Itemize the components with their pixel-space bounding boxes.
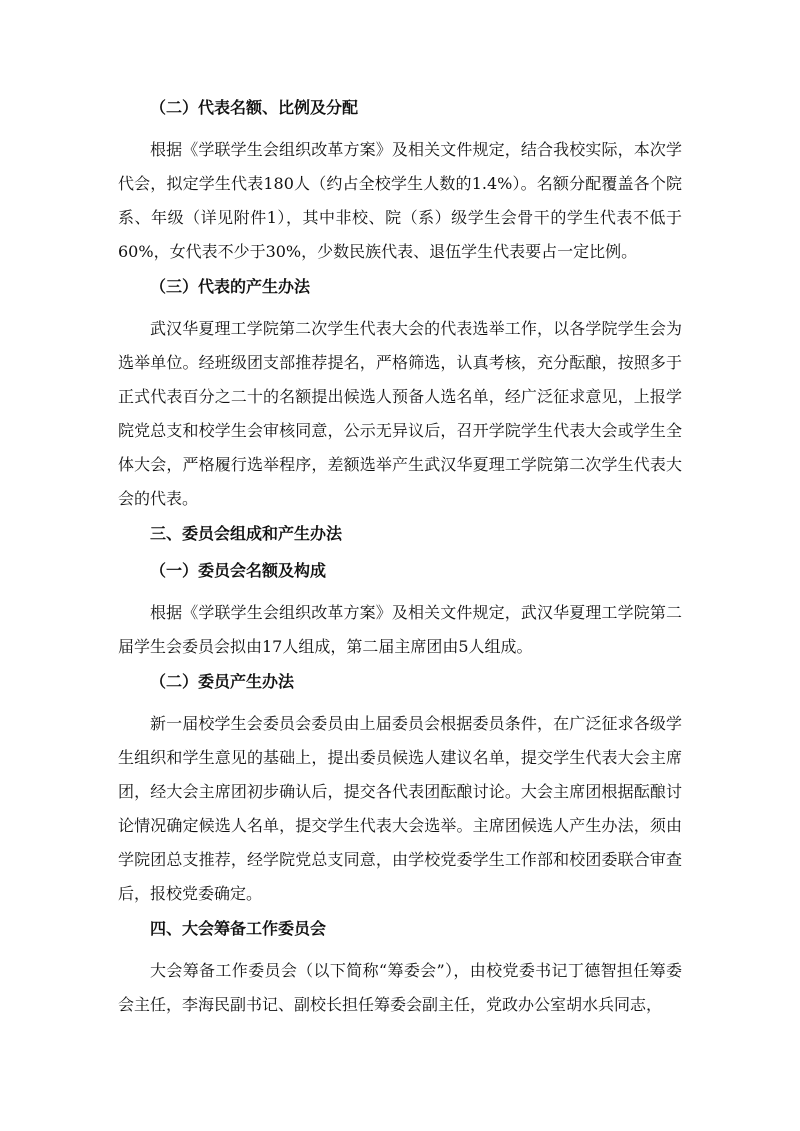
paragraph-delegate-quota: 根据《学联学生会组织改革方案》及相关文件规定，结合我校实际，本次学代会，拟定学生代表180人（约占全校学生人数的1.4%）。名额分配覆盖各个院系、年级（详见附件1），其中非校、院（系）级学生会骨干的学生代表不低于60%，女代表不少于30%，少数民族代表、退伍学生代表要占一定比例。 bbox=[118, 140, 682, 261]
paragraph-committee-quota: 根据《学联学生会组织改革方案》及相关文件规定，武汉华夏理工学院第二届学生会委员会拟由17人组成，第二届主席团由5人组成。 bbox=[118, 603, 682, 656]
section-heading-delegate-quota: （二）代表名额、比例及分配 bbox=[150, 98, 359, 117]
section-heading-member-election: （二）委员产生办法 bbox=[150, 672, 295, 691]
paragraph-delegate-election: 武汉华夏理工学院第二次学生代表大会的代表选举工作，以各学院学生会为选举单位。经班级团支部推荐提名，严格筛选，认真考核，充分酝酿，按照多于正式代表百分之二十的名额提出候选人预备人选名单，经广泛征求意见，上报学院党总支和校学生会审核同意，公示无异议后，召开学院学生代表大会或学生全体大会，严格履行选举程序，差额选举产生武汉华夏理工学院第二次学生代表大会的代表。 bbox=[118, 319, 682, 508]
section-heading-delegate-election: （三）代表的产生办法 bbox=[150, 277, 311, 296]
paragraph-member-election: 新一届校学生会委员会委员由上届委员会根据委员条件，在广泛征求各级学生组织和学生意见的基础上，提出委员候选人建议名单，提交学生代表大会主席团，经大会主席团初步确认后，提交各代表团酝酿讨论。大会主席团根据酝酿讨论情况确定候选人名单，提交学生代表大会选举。主席团候选人产生办法，须由学院团总支推荐，经学院党总支同意，由学校党委学生工作部和校团委联合审查后，报校党委确定。 bbox=[118, 714, 682, 903]
section-heading-preparatory-committee: 四、大会筹备工作委员会 bbox=[150, 919, 327, 938]
paragraph-preparatory-committee: 大会筹备工作委员会（以下简称“筹委会”），由校党委书记丁德智担任筹委会主任，李海民副书记、副校长担任筹委会副主任，党政办公室胡水兵同志， bbox=[118, 961, 682, 1014]
section-heading-committee: 三、委员会组成和产生办法 bbox=[150, 524, 343, 543]
section-heading-committee-quota: （一）委员会名额及构成 bbox=[150, 561, 327, 580]
